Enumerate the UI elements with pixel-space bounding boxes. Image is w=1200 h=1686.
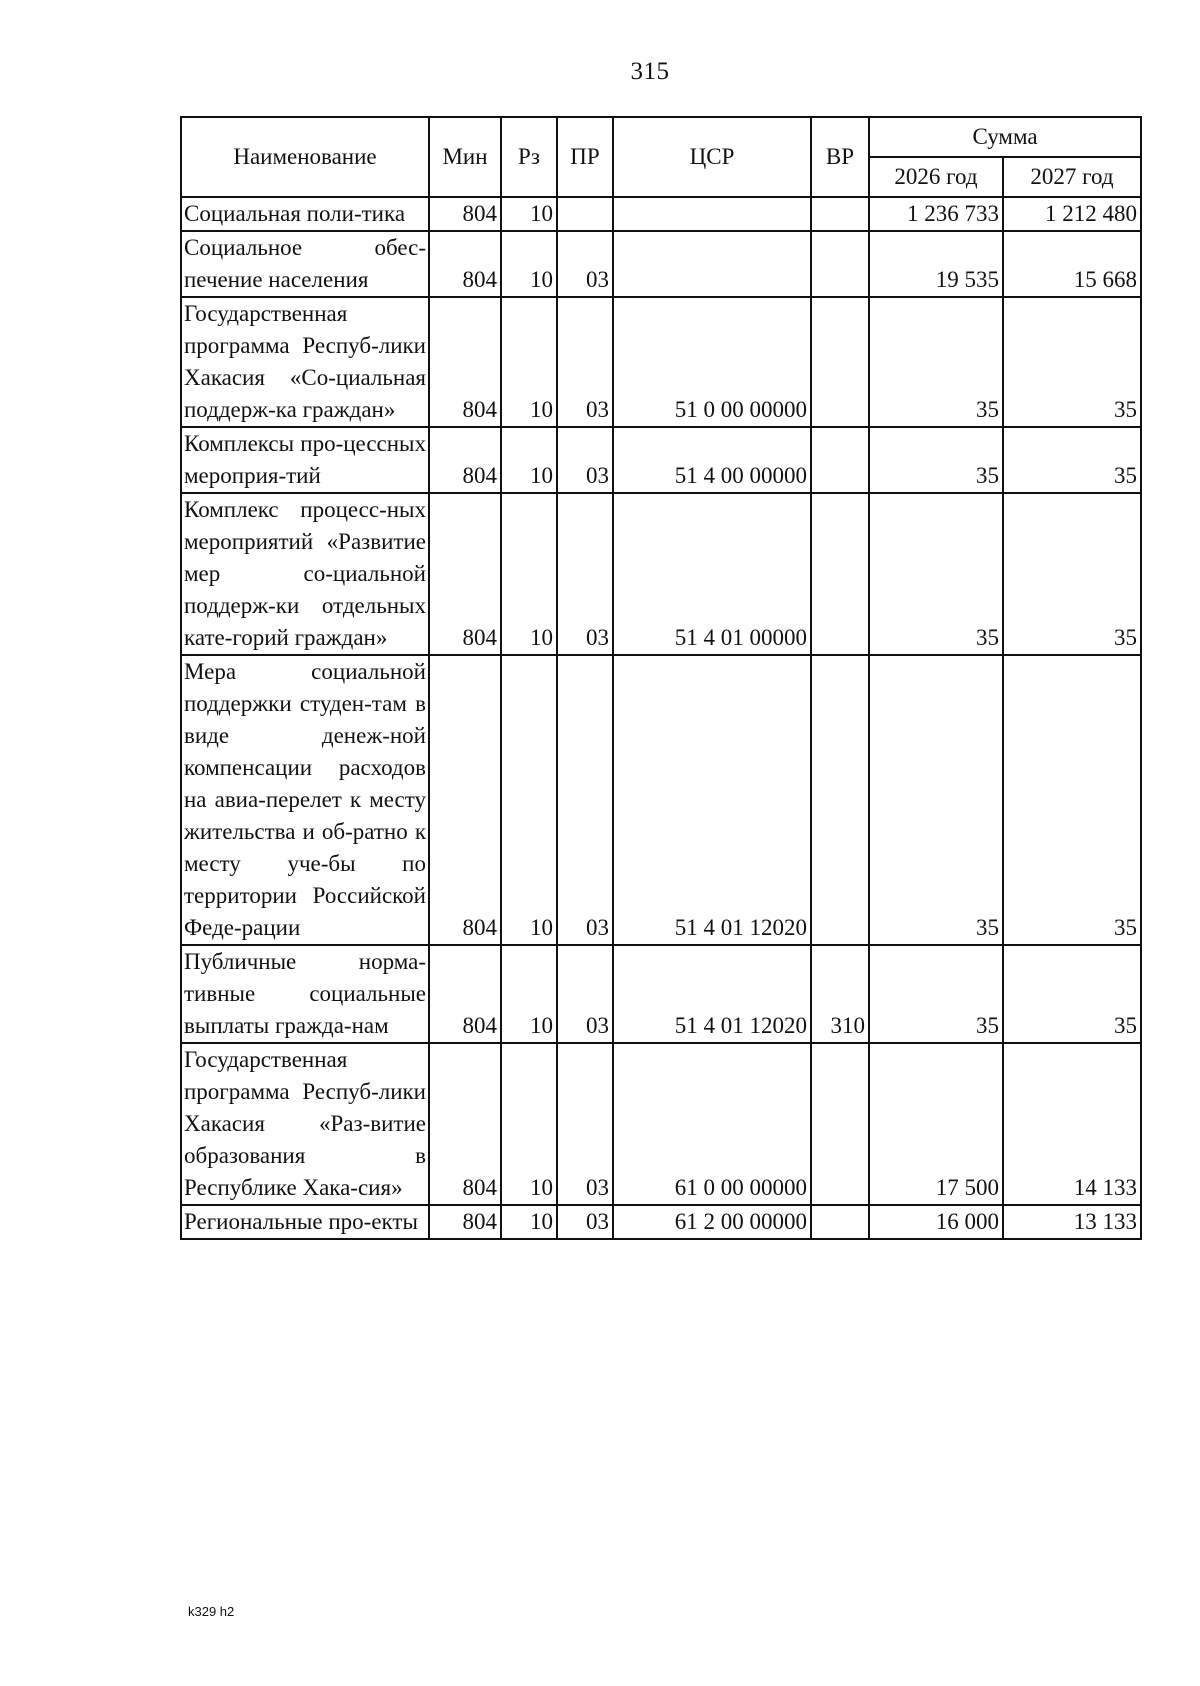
cell-sum-2027: 35 — [1003, 655, 1141, 945]
cell-pr: 03 — [557, 427, 613, 493]
cell-sum-2027: 13 133 — [1003, 1205, 1141, 1239]
cell-min: 804 — [429, 1205, 501, 1239]
cell-min: 804 — [429, 945, 501, 1043]
budget-table — [180, 116, 1142, 1240]
cell-sum-2027: 35 — [1003, 427, 1141, 493]
header-name: Наименование — [181, 117, 429, 197]
cell-sum-2026: 35 — [869, 945, 1003, 1043]
cell-pr: 03 — [557, 297, 613, 427]
table-row — [181, 655, 1141, 945]
table-row — [181, 197, 1141, 231]
header-sum: Сумма — [869, 117, 1141, 157]
cell-min: 804 — [429, 1043, 501, 1205]
cell-pr: 03 — [557, 231, 613, 297]
header-pr: ПР — [557, 117, 613, 197]
cell-pr: 03 — [557, 493, 613, 655]
cell-csr: 61 2 00 00000 — [613, 1205, 811, 1239]
header-csr: ЦСР — [613, 117, 811, 197]
page-number: 315 — [630, 58, 670, 85]
cell-vr: 310 — [811, 945, 869, 1043]
header-year-2027: 2027 год — [1003, 157, 1141, 197]
table-body — [181, 197, 1141, 1239]
cell-csr: 51 4 01 00000 — [613, 493, 811, 655]
cell-csr: 51 4 01 12020 — [613, 945, 811, 1043]
cell-pr: 03 — [557, 1205, 613, 1239]
cell-vr — [811, 655, 869, 945]
cell-rz: 10 — [501, 493, 557, 655]
cell-min: 804 — [429, 297, 501, 427]
cell-name: Государственная программа Респуб-лики Хакасия «Раз-витие образования в Республике Хака-сия» — [181, 1043, 429, 1205]
cell-name: Комплекс процесс-ных мероприятий «Развитие мер со-циальной поддерж-ки отдельных кате-горий граждан» — [181, 493, 429, 655]
cell-vr — [811, 427, 869, 493]
cell-vr — [811, 297, 869, 427]
cell-pr: 03 — [557, 945, 613, 1043]
cell-csr: 51 4 01 12020 — [613, 655, 811, 945]
cell-rz: 10 — [501, 1205, 557, 1239]
cell-rz: 10 — [501, 197, 557, 231]
cell-min: 804 — [429, 231, 501, 297]
cell-name: Мера социальной поддержки студен-там в виде денеж-ной компенсации расходов на авиа-перелет к месту жительства и об-ратно к месту уче-бы по территории Российской Феде-рации — [181, 655, 429, 945]
cell-name: Региональные про-екты — [181, 1205, 429, 1239]
cell-vr — [811, 1043, 869, 1205]
cell-sum-2027: 1 212 480 — [1003, 197, 1141, 231]
table-row — [181, 1205, 1141, 1239]
cell-name: Государственная программа Респуб-лики Хакасия «Со-циальная поддерж-ка граждан» — [181, 297, 429, 427]
budget-table-container — [180, 116, 1140, 1240]
table-row — [181, 493, 1141, 655]
cell-name: Публичные норма-тивные социальные выплаты гражда-нам — [181, 945, 429, 1043]
cell-sum-2027: 35 — [1003, 297, 1141, 427]
cell-min: 804 — [429, 197, 501, 231]
cell-sum-2026: 35 — [869, 297, 1003, 427]
cell-csr: 51 0 00 00000 — [613, 297, 811, 427]
cell-min: 804 — [429, 655, 501, 945]
cell-csr: 61 0 00 00000 — [613, 1043, 811, 1205]
cell-vr — [811, 1205, 869, 1239]
cell-rz: 10 — [501, 945, 557, 1043]
cell-vr — [811, 493, 869, 655]
cell-name: Социальная поли-тика — [181, 197, 429, 231]
cell-csr — [613, 231, 811, 297]
cell-sum-2026: 19 535 — [869, 231, 1003, 297]
cell-sum-2026: 35 — [869, 427, 1003, 493]
cell-sum-2027: 35 — [1003, 493, 1141, 655]
header-row-top — [181, 117, 1141, 157]
cell-rz: 10 — [501, 231, 557, 297]
header-year-2026: 2026 год — [869, 157, 1003, 197]
table-row — [181, 1043, 1141, 1205]
cell-sum-2026: 17 500 — [869, 1043, 1003, 1205]
cell-name: Социальное обес-печение населения — [181, 231, 429, 297]
cell-rz: 10 — [501, 427, 557, 493]
cell-pr: 03 — [557, 1043, 613, 1205]
cell-rz: 10 — [501, 1043, 557, 1205]
footer-code: k329 h2 — [188, 1604, 235, 1619]
table-row — [181, 945, 1141, 1043]
cell-sum-2027: 15 668 — [1003, 231, 1141, 297]
cell-rz: 10 — [501, 297, 557, 427]
cell-sum-2027: 35 — [1003, 945, 1141, 1043]
cell-sum-2026: 35 — [869, 655, 1003, 945]
header-vr: ВР — [811, 117, 869, 197]
cell-vr — [811, 197, 869, 231]
cell-rz: 10 — [501, 655, 557, 945]
cell-sum-2027: 14 133 — [1003, 1043, 1141, 1205]
header-min: Мин — [429, 117, 501, 197]
cell-sum-2026: 1 236 733 — [869, 197, 1003, 231]
cell-csr — [613, 197, 811, 231]
table-row — [181, 427, 1141, 493]
cell-min: 804 — [429, 427, 501, 493]
cell-sum-2026: 16 000 — [869, 1205, 1003, 1239]
table-row — [181, 231, 1141, 297]
header-rz: Рз — [501, 117, 557, 197]
cell-pr: 03 — [557, 655, 613, 945]
cell-min: 804 — [429, 493, 501, 655]
cell-vr — [811, 231, 869, 297]
cell-csr: 51 4 00 00000 — [613, 427, 811, 493]
cell-name: Комплексы про-цессных мероприя-тий — [181, 427, 429, 493]
cell-sum-2026: 35 — [869, 493, 1003, 655]
table-row — [181, 297, 1141, 427]
cell-pr — [557, 197, 613, 231]
